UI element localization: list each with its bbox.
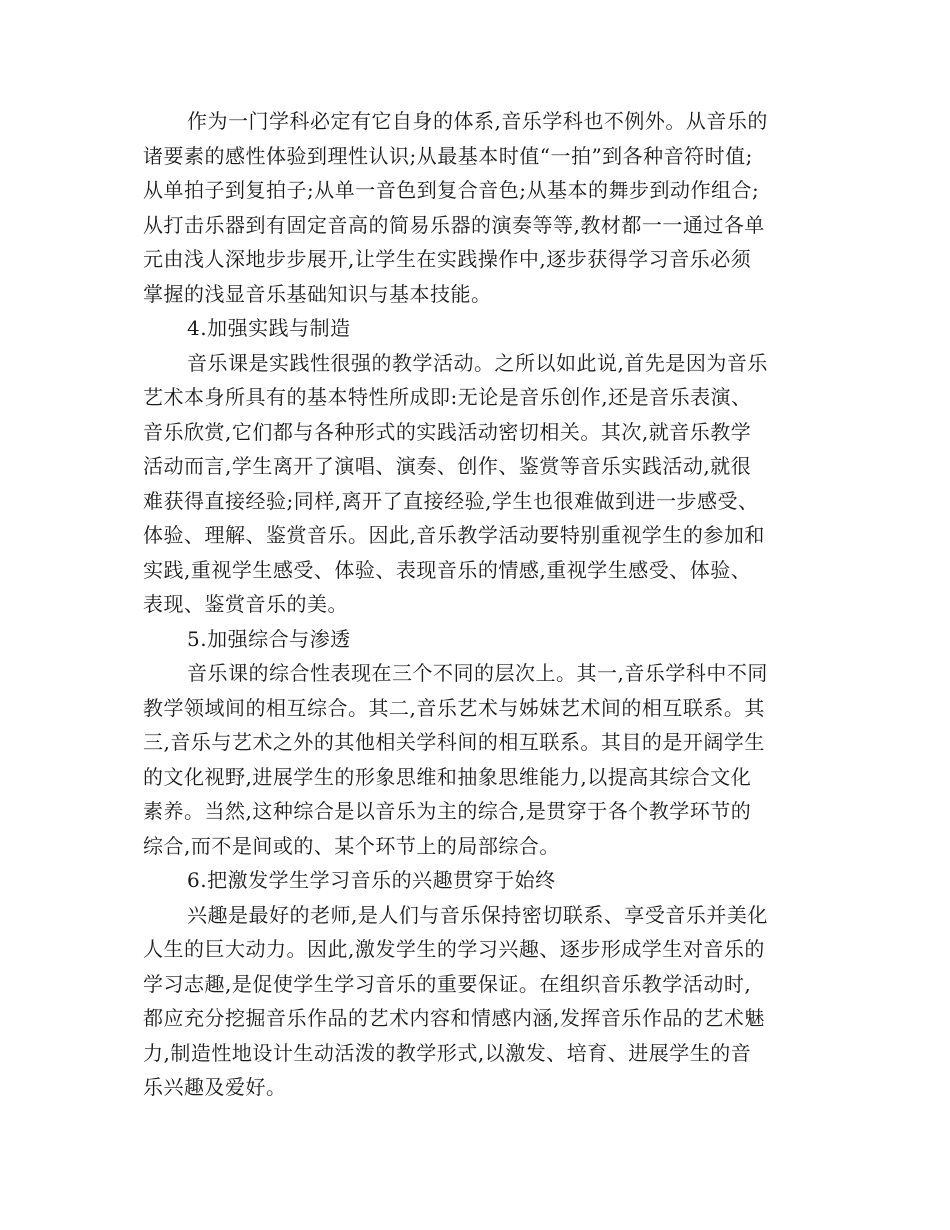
text-line: 都应充分挖掘音乐作品的艺术内容和情感内涵,发挥音乐作品的艺术魅 bbox=[143, 1006, 765, 1030]
section-heading-6 bbox=[143, 863, 808, 898]
paragraph-interest bbox=[143, 898, 808, 1105]
heading-text: 4.加强实践与制造 bbox=[187, 316, 351, 340]
text-line: 人生的巨大动力。因此,激发学生的学习兴趣、逐步形成学生对音乐的 bbox=[143, 937, 765, 961]
paragraph-integration bbox=[143, 656, 808, 863]
section-heading-4 bbox=[143, 311, 808, 346]
text-line: 学习志趣,是促使学生学习音乐的重要保证。在组织音乐教学活动时, bbox=[143, 971, 752, 996]
text-line: 综合,而不是间或的、某个环节上的局部综合。 bbox=[143, 833, 560, 858]
text-line: 教学领域间的相互综合。其二,音乐艺术与姊妹艺术间的相互联系。其 bbox=[143, 695, 765, 720]
text-line: 音乐课是实践性很强的教学活动。之所以如此说,首先是因为音乐 bbox=[187, 350, 768, 375]
section-heading-5 bbox=[143, 622, 808, 657]
text-line: 活动而言,学生离开了演唱、演奏、创作、鉴赏等音乐实践活动,就很 bbox=[143, 454, 752, 478]
text-line: 乐兴趣及爱好。 bbox=[143, 1075, 287, 1099]
heading-text: 6.把激发学生学习音乐的兴趣贯穿于始终 bbox=[187, 868, 556, 892]
text-line: 实践,重视学生感受、体验、表现音乐的情感,重视学生感受、体验、 bbox=[143, 557, 752, 582]
document-body bbox=[143, 104, 808, 1105]
text-line: 音乐欣赏,它们都与各种形式的实践活动密切相关。其次,就音乐教学 bbox=[143, 419, 752, 444]
text-line: 难获得直接经验;同样,离开了直接经验,学生也很难做到进一步感受、 bbox=[143, 488, 759, 513]
text-line: 素养。当然,这种综合是以音乐为主的综合,是贯穿于各个教学环节的 bbox=[143, 799, 752, 823]
text-line: 诸要素的感性体验到理性认识;从最基本时值“一拍”到各种音符时值; bbox=[143, 143, 753, 168]
paragraph-practice bbox=[143, 346, 808, 622]
text-line: 音乐课的综合性表现在三个不同的层次上。其一,音乐学科中不同 bbox=[187, 661, 768, 685]
text-line: 表现、鉴赏音乐的美。 bbox=[143, 592, 348, 616]
text-line: 的文化视野,进展学生的形象思维和抽象思维能力,以提高其综合文化 bbox=[143, 764, 752, 789]
text-line: 体验、理解、鉴赏音乐。因此,音乐教学活动要特别重视学生的参加和 bbox=[143, 523, 765, 547]
paragraph-discipline-system bbox=[143, 104, 808, 311]
text-line: 力,制造性地设计生动活泼的教学形式,以激发、培育、进展学生的音 bbox=[143, 1040, 752, 1065]
text-line: 从单拍子到复拍子;从单一音色到复合音色;从基本的舞步到动作组合; bbox=[143, 178, 760, 202]
text-line: 兴趣是最好的老师,是人们与音乐保持密切联系、享受音乐并美化 bbox=[187, 902, 768, 927]
text-line: 作为一门学科必定有它自身的体系,音乐学科也不例外。从音乐的 bbox=[187, 109, 768, 133]
text-line: 艺术本身所具有的基本特性所成即:无论是音乐创作,还是音乐表演、 bbox=[143, 385, 752, 409]
text-line: 掌握的浅显音乐基础知识与基本技能。 bbox=[143, 281, 492, 306]
heading-text: 5.加强综合与渗透 bbox=[187, 626, 351, 651]
text-line: 从打击乐器到有固定音高的简易乐器的演奏等等,教材都一一通过各单 bbox=[143, 212, 765, 237]
text-line: 三,音乐与艺术之外的其他相关学科间的相互联系。其目的是开阔学生 bbox=[143, 730, 765, 754]
text-line: 元由浅人深地步步展开,让学生在实践操作中,逐步获得学习音乐必须 bbox=[143, 247, 752, 271]
